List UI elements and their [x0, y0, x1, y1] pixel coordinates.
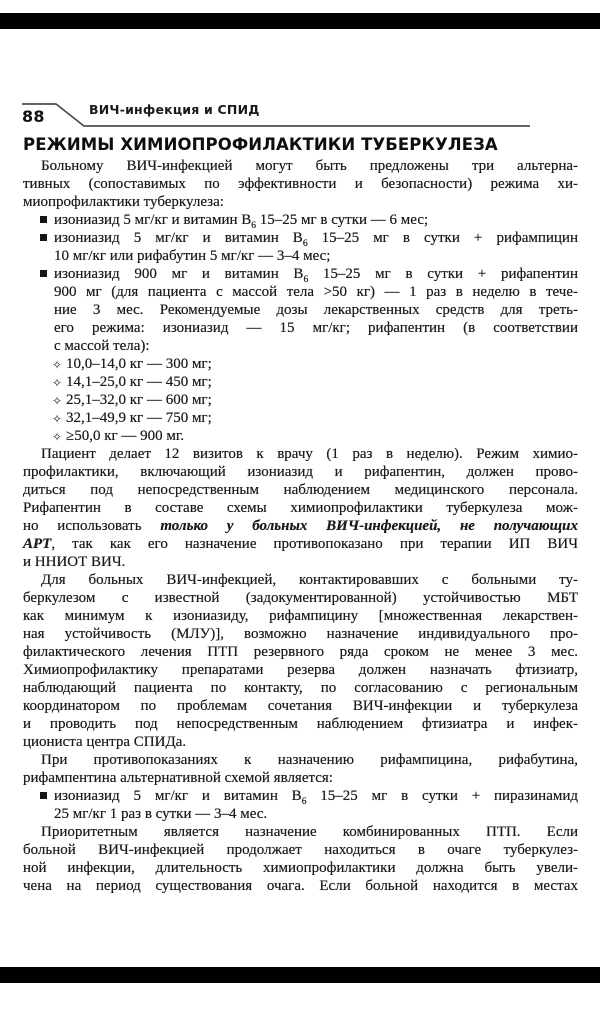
dose-text: 25,1–32,0 кг — 600 мг; [66, 392, 212, 408]
dose-list-item [23, 355, 578, 373]
text-line: Рифапентин в составе схемы химиопрофилактики туберкулеза мож- [23, 500, 578, 516]
text-line: диться под непосредственным наблюдением медицинского персонала. [23, 482, 578, 498]
dose-list-item [23, 391, 578, 409]
text-line: с массой тела): [54, 338, 150, 354]
text-line: циониста центра СПИДа. [23, 734, 187, 750]
dose-text: 10,0–14,0 кг — 300 мг; [66, 356, 212, 372]
text-line: наблюдающий пациента по контакту, по согласованию с региональным [23, 680, 578, 696]
subscript-6: 6 [301, 797, 307, 807]
list-item-text: изониазид 5 мг/кг и витамин В [54, 212, 252, 228]
text-line: тивных (сопоставимых по эффективности и безопасности) режима хи- [23, 176, 578, 192]
list-item [23, 211, 578, 229]
list-item-text: 15–25 мг в сутки — 6 мес; [256, 212, 429, 228]
diamond-bullet-icon: ✧ [52, 430, 63, 444]
list-item [23, 787, 578, 805]
emphasis-run: АРТ [23, 536, 52, 552]
text-line: Больному ВИЧ-инфекцией могут быть предложены три альтерна- [41, 158, 578, 174]
list-item-text: 15–25 мг в сутки + рифампицин [307, 230, 578, 246]
text-line: и проводить под непосредственным наблюдением фтизиатра и инфек- [23, 716, 578, 732]
text-line: Для больных ВИЧ-инфекцией, контактировавших с больными ту- [41, 572, 578, 588]
diamond-bullet-icon: ✧ [52, 412, 63, 426]
text-line: Пациент делает 12 визитов к врачу (1 раз в неделю). Режим химио- [41, 446, 578, 462]
square-bullet-icon [40, 270, 47, 277]
text-line: 25 мг/кг 1 раз в сутки — 3–4 мес. [54, 806, 268, 822]
list-item-text: изониазид 900 мг и витамин В [54, 266, 304, 282]
bottom-letterbox-bar [0, 967, 600, 983]
text-line: 10 мг/кг или рифабутин 5 мг/кг — 3–4 мес; [54, 248, 331, 264]
section-title: РЕЖИМЫ ХИМИОПРОФИЛАКТИКИ ТУБЕРКУЛЕЗА [23, 135, 498, 154]
text-line: беркулезом с известной (задокументированной) устойчивостью МБТ [23, 590, 578, 606]
text-line [23, 535, 578, 553]
text-run: , так как его назначение противопоказано при терапии ИП ВИЧ [51, 536, 578, 552]
text-run: но использовать [23, 518, 161, 534]
list-item-text: изониазид 5 мг/кг и витамин В [54, 788, 302, 804]
page-text-block [23, 157, 578, 895]
dose-text: 14,1–25,0 кг — 450 мг; [66, 374, 212, 390]
text-line: ная устойчивость (МЛУ)], возможно назначение индивидуального про- [23, 626, 578, 642]
list-item [23, 229, 578, 247]
text-line: Приоритетным является назначение комбинированных ПТП. Если [41, 824, 578, 840]
subscript-6: 6 [251, 221, 256, 231]
diamond-bullet-icon: ✧ [52, 358, 63, 372]
list-item [23, 265, 578, 283]
diamond-bullet-icon: ✧ [52, 394, 63, 408]
text-line [23, 517, 578, 535]
dose-text: 32,1–49,9 кг — 750 мг; [66, 410, 212, 426]
dose-list-item [23, 427, 578, 445]
text-line: ной инфекции, длительность химиопрофилактики должна быть увели- [23, 860, 578, 876]
text-line: как минимум к изониазиду, рифампицину [множественная лекарствен- [23, 608, 578, 624]
text-line: При противопоказаниях к назначению рифампицина, рифабутина, [41, 752, 578, 768]
text-line: 900 мг (для пациента с массой тела >50 кг) — 1 раз в неделю в тече- [54, 284, 578, 300]
text-line: чена на период существования очага. Если больной находится в местах [23, 878, 578, 894]
subscript-6: 6 [303, 275, 309, 285]
page-number: 88 [22, 107, 45, 126]
text-line: рифампентина альтернативной схемой является: [23, 770, 333, 786]
square-bullet-icon [40, 234, 47, 241]
list-item-text: 15–25 мг в сутки + пиразинамид [306, 788, 578, 804]
text-line: ние 3 мес. Рекомендуемые дозы лекарственных средств для треть- [54, 302, 578, 318]
list-item-text: изониазид 5 мг/кг и витамин В [54, 230, 303, 246]
text-line: миопрофилактики туберкулеза: [23, 194, 224, 210]
text-line: филактического лечения ПТП резервного ряда сроком не менее 3 мес. [23, 644, 578, 660]
dose-list-item [23, 409, 578, 427]
text-line: его режима: изониазид — 15 мг/кг; рифапентин (в соответствии [54, 320, 578, 336]
text-line: координатором по проблемам сочетания ВИЧ-инфекции и туберкулеза [23, 698, 578, 714]
square-bullet-icon [40, 792, 47, 799]
emphasis-run: только у больных ВИЧ-инфекцией, не получающих [160, 518, 578, 534]
dose-list-item [23, 373, 578, 391]
text-line: и ННИОТ ВИЧ. [23, 554, 126, 570]
dose-text: ≥50,0 кг — 900 мг. [66, 428, 185, 444]
subscript-6: 6 [302, 239, 308, 249]
diamond-bullet-icon: ✧ [52, 376, 63, 390]
list-item-text: 15–25 мг в сутки + рифапентин [308, 266, 578, 282]
running-head-title: ВИЧ-инфекция и СПИД [89, 102, 260, 117]
text-line: больной ВИЧ-инфекцией продолжает находиться в очаге туберкулез- [23, 842, 578, 858]
square-bullet-icon [40, 216, 47, 223]
text-line: профилактики, включающий изониазид и рифапентин, должен прово- [23, 464, 578, 480]
top-letterbox-bar [0, 13, 600, 29]
text-line: Химиопрофилактику препаратами резерва должен назначать фтизиатр, [23, 662, 578, 678]
